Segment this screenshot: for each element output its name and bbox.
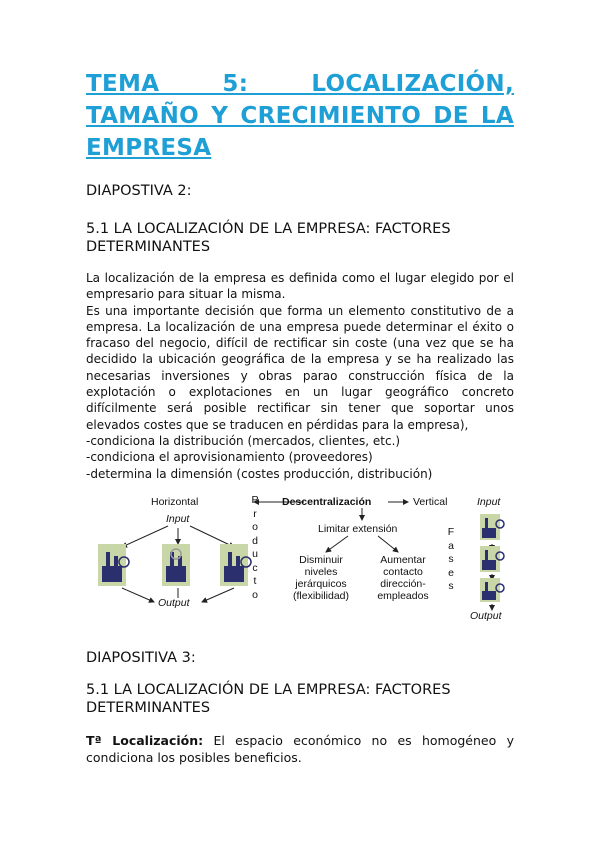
main-title[interactable] (86, 68, 514, 164)
slide2-heading (86, 220, 514, 256)
label-horizontal: Horizontal (151, 496, 199, 508)
paragraph-line: -determina la dimensión (costes producción, distribución) (86, 466, 433, 481)
factory-icon (220, 544, 251, 586)
paragraph-line: fracaso del negocio, difícil de rectificar sin coste (una vez que se ha (86, 336, 514, 351)
label-input-left: Input (166, 513, 190, 525)
label-descentralizacion: Descentralización (282, 496, 372, 508)
label-fases: F a s e s (447, 526, 455, 592)
paragraph-line: empresario para situar la misma. (86, 287, 286, 302)
label-producto: P r o d u c t o (251, 494, 259, 601)
arrow-input-right (190, 526, 234, 547)
slide3-paragraph (86, 732, 514, 766)
paragraph-line: decidido la ubicación geográfica de la empresa y se ha realizado las (86, 352, 514, 367)
slide3-line-1-text: El espacio económico no es homogéneo y (213, 733, 514, 748)
localizacion-lead: Tª Localización: (86, 733, 204, 748)
document-page (86, 68, 514, 765)
title-line-2[interactable]: TAMAÑO Y CRECIMIENTO DE LA (86, 103, 514, 129)
paragraph-line: -condiciona el aprovisionamiento (proveedores) (86, 450, 373, 465)
slide3-heading-line-1: 5.1 LA LOCALIZACIÓN DE LA EMPRESA: FACTORES (86, 682, 451, 698)
label-output-right: Output (470, 610, 502, 622)
slide2-label: DIAPOSTIVA 2: (86, 183, 192, 199)
arrow-output-right (202, 588, 234, 602)
slide3-label: DIAPOSITIVA 3: (86, 650, 196, 666)
paragraph-line: necesarias inversiones y obras parao construcción física de la (86, 368, 514, 383)
slide3-heading-line-2: DETERMINANTES (86, 700, 211, 716)
factory-icon (480, 578, 504, 602)
factory-icon (480, 514, 504, 540)
factory-icon (480, 546, 504, 572)
slide3-line-1 (86, 732, 514, 749)
label-vertical: Vertical (413, 496, 448, 508)
decentralization-diagram (86, 492, 514, 628)
label-aumentar: Aumentar contacto dirección- empleados (377, 554, 429, 602)
paragraph-line: elevados costes que se traducen en pérdidas para la empresa), (86, 417, 469, 432)
title-line-3[interactable]: EMPRESA (86, 135, 212, 161)
arrow-to-disminuir (326, 536, 348, 552)
label-output-left: Output (158, 597, 190, 609)
arrow-output-left (122, 588, 154, 602)
label-disminuir: Disminuir niveles jerárquicos (flexibilidad) (292, 554, 350, 602)
paragraph-line: La localización de la empresa es definida como el lugar elegido por el (86, 271, 514, 285)
paragraph-line: -condiciona la distribución (mercados, clientes, etc.) (86, 433, 401, 448)
label-limitar: Limitar extensión (318, 523, 398, 535)
paragraph-line: empresa. La localización de una empresa puede determinar el éxito o (86, 319, 514, 334)
factory-icon (98, 544, 129, 586)
factory-icon (162, 544, 190, 586)
arrow-input-left (122, 526, 168, 547)
slide2-paragraph (86, 270, 514, 482)
slide3-line-2: condiciona los posibles beneficios. (86, 750, 302, 765)
paragraph-line: explotación o explotaciones en un lugar geográfico concreto (86, 385, 514, 400)
slide3-heading (86, 681, 514, 717)
paragraph-line: difícilmente será posible rectificar sin tener que soportar unos (86, 401, 514, 416)
slide2-heading-line-1: 5.1 LA LOCALIZACIÓN DE LA EMPRESA: FACTORES (86, 221, 451, 237)
paragraph-line: Es una importante decisión que forma un elemento constitutivo de a (86, 303, 514, 318)
title-line-1[interactable]: TEMA 5: LOCALIZACIÓN, (86, 71, 514, 97)
arrow-to-aumentar (378, 536, 398, 552)
label-input-right: Input (477, 496, 501, 508)
slide2-heading-line-2: DETERMINANTES (86, 239, 211, 255)
